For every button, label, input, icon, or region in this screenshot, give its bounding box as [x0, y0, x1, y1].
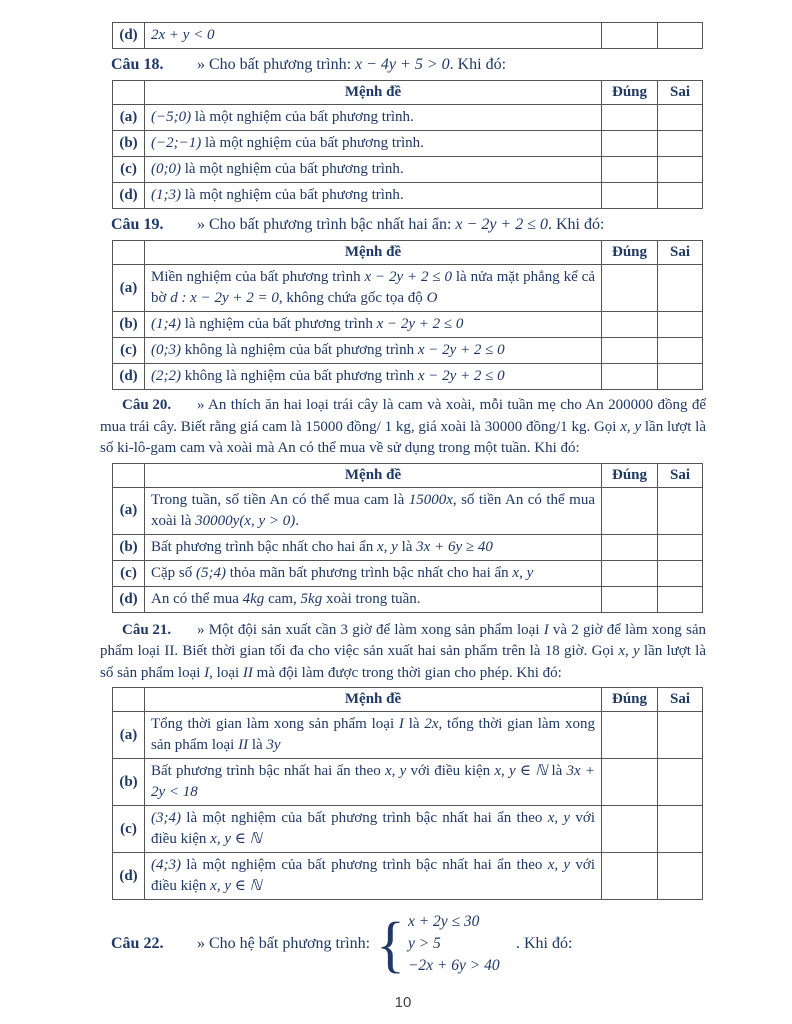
table-row	[113, 560, 703, 586]
answer-cell-sai[interactable]	[658, 265, 703, 312]
table-row	[113, 759, 703, 806]
row-key: (c)	[113, 338, 145, 364]
table-row	[113, 265, 703, 312]
question-label: Câu 20.	[122, 397, 172, 413]
answer-cell-dung[interactable]	[602, 806, 658, 853]
col-header-sai: Sai	[658, 688, 703, 712]
answer-cell-dung[interactable]	[602, 712, 658, 759]
row-key: (b)	[113, 534, 145, 560]
answer-cell-dung[interactable]	[602, 560, 658, 586]
answer-cell-sai[interactable]	[658, 487, 703, 534]
table-row	[113, 23, 703, 49]
table-header-row	[113, 241, 703, 265]
system-line-1: x + 2y ≤ 30	[407, 913, 480, 930]
row-key: (d)	[113, 23, 145, 49]
row-key: (d)	[113, 183, 145, 209]
statement-cell: Cặp số (5;4) thỏa mãn bất phương trình bậc nhất cho hai ẩn x, y	[145, 560, 602, 586]
page-number: 10	[394, 994, 412, 1011]
system-line-3: −2x + 6y > 40	[407, 957, 500, 974]
question-label: Câu 19.	[111, 216, 164, 233]
statement-cell: (−2;−1) là một nghiệm của bất phương trình.	[145, 131, 602, 157]
answer-cell-sai[interactable]	[658, 23, 703, 49]
question-18-heading	[111, 55, 706, 75]
table-header-row	[113, 463, 703, 487]
answer-cell-sai[interactable]	[658, 806, 703, 853]
table-row	[113, 853, 703, 900]
answer-cell-sai[interactable]	[658, 586, 703, 612]
answer-cell-sai[interactable]	[658, 105, 703, 131]
table-row	[113, 105, 703, 131]
answer-cell-dung[interactable]	[602, 183, 658, 209]
answer-cell-dung[interactable]	[602, 534, 658, 560]
question-label: Câu 21.	[122, 621, 172, 638]
question-20-heading	[100, 395, 706, 460]
header-empty-cell	[113, 463, 145, 487]
statement-cell: (4;3) là một nghiệm của bất phương trình bậc nhất hai ẩn theo x, y với điều kiện x, y ∈ ℕ	[145, 853, 602, 900]
statement-cell: Miền nghiệm của bất phương trình x − 2y + 2 ≤ 0 là nửa mặt phẳng kể cả bờ d : x − 2y + 2 = 0, không chứa gốc tọa độ O	[145, 265, 602, 312]
question-intro: » An thích ăn hai loại trái cây là cam và xoài, mỗi tuần mẹ cho An 200000 đồng để mua trái cây. Biết rằng giá cam là 15000 đồng/ 1 kg, giá xoài là 30000 đồng/1 kg. Gọi x, y lần lượt là số ki-lô-gam cam và xoài mà An có thể mua về sử dụng trong một tuần. Khi đó:	[100, 397, 706, 456]
question-label: Câu 22.	[111, 935, 164, 952]
table-row	[113, 586, 703, 612]
answer-cell-sai[interactable]	[658, 560, 703, 586]
question-intro: » Một đội sản xuất cần 3 giờ để làm xong sản phẩm loại I và 2 giờ để làm xong sản phẩm loại II. Biết thời gian tối đa cho việc sản xuất hai sản phẩm trên là 18 giờ. Gọi x, y lần lượt là số sản phẩm loại I, loại II mà đội làm được trong thời gian cho phép. Khi đó:	[100, 621, 706, 681]
table-row	[113, 338, 703, 364]
question-19-table	[112, 240, 703, 390]
statement-cell: (2;2) không là nghiệm của bất phương trình x − 2y + 2 ≤ 0	[145, 364, 602, 390]
answer-cell-sai[interactable]	[658, 338, 703, 364]
question-22-heading	[111, 910, 706, 978]
statement-cell: An có thể mua 4kg cam, 5kg xoài trong tuần.	[145, 586, 602, 612]
answer-cell-dung[interactable]	[602, 338, 658, 364]
answer-cell-sai[interactable]	[658, 364, 703, 390]
row-key: (d)	[113, 853, 145, 900]
col-header-menh-de: Mệnh đề	[145, 81, 602, 105]
row-key: (d)	[113, 586, 145, 612]
table-row	[113, 806, 703, 853]
system-brace: {	[376, 909, 405, 979]
answer-cell-dung[interactable]	[602, 105, 658, 131]
row-key: (c)	[113, 806, 145, 853]
statement-cell: Bất phương trình bậc nhất cho hai ẩn x, y là 3x + 6y ≥ 40	[145, 534, 602, 560]
statement-cell: Trong tuần, số tiền An có thể mua cam là 15000x, số tiền An có thể mua xoài là 30000y(x, y > 0).	[145, 487, 602, 534]
question-19-heading	[111, 215, 706, 235]
row-key: (a)	[113, 712, 145, 759]
table-row	[113, 312, 703, 338]
statement-cell: (1;4) là nghiệm của bất phương trình x − 2y + 2 ≤ 0	[145, 312, 602, 338]
col-header-sai: Sai	[658, 241, 703, 265]
table-row	[113, 712, 703, 759]
col-header-sai: Sai	[658, 81, 703, 105]
answer-cell-dung[interactable]	[602, 364, 658, 390]
question-20-table	[112, 463, 703, 613]
col-header-dung: Đúng	[602, 463, 658, 487]
col-header-sai: Sai	[658, 463, 703, 487]
answer-cell-dung[interactable]	[602, 312, 658, 338]
table-row	[113, 487, 703, 534]
continued-table	[112, 22, 703, 49]
page-content	[100, 22, 706, 1011]
question-21-table	[112, 687, 703, 900]
answer-cell-dung[interactable]	[602, 586, 658, 612]
table-row	[113, 183, 703, 209]
question-intro: » Cho bất phương trình bậc nhất hai ẩn: x − 2y + 2 ≤ 0. Khi đó:	[197, 216, 605, 233]
answer-cell-dung[interactable]	[602, 157, 658, 183]
answer-cell-dung[interactable]	[602, 131, 658, 157]
row-key: (b)	[113, 131, 145, 157]
question-outro: . Khi đó:	[515, 935, 573, 952]
statement-cell: (1;3) là một nghiệm của bất phương trình.	[145, 183, 602, 209]
question-label: Câu 18.	[111, 56, 164, 73]
answer-cell-sai[interactable]	[658, 853, 703, 900]
table-row	[113, 157, 703, 183]
col-header-dung: Đúng	[602, 241, 658, 265]
statement-cell: (0;3) không là nghiệm của bất phương trình x − 2y + 2 ≤ 0	[145, 338, 602, 364]
statement-cell: (3;4) là một nghiệm của bất phương trình bậc nhất hai ẩn theo x, y với điều kiện x, y ∈ ℕ	[145, 806, 602, 853]
col-header-dung: Đúng	[602, 688, 658, 712]
answer-cell-dung[interactable]	[602, 23, 658, 49]
answer-cell-sai[interactable]	[658, 534, 703, 560]
answer-cell-sai[interactable]	[658, 759, 703, 806]
statement-cell: Bất phương trình bậc nhất hai ẩn theo x, y với điều kiện x, y ∈ ℕ là 3x + 2y < 18	[145, 759, 602, 806]
answer-cell-dung[interactable]	[602, 853, 658, 900]
col-header-menh-de: Mệnh đề	[145, 688, 602, 712]
row-key: (a)	[113, 487, 145, 534]
table-header-row	[113, 688, 703, 712]
table-row	[113, 534, 703, 560]
row-key: (a)	[113, 105, 145, 131]
col-header-menh-de: Mệnh đề	[145, 241, 602, 265]
answer-cell-dung[interactable]	[602, 265, 658, 312]
question-intro: » Cho bất phương trình: x − 4y + 5 > 0. Khi đó:	[197, 56, 507, 73]
row-key: (c)	[113, 157, 145, 183]
table-row	[113, 364, 703, 390]
table-row	[113, 131, 703, 157]
col-header-dung: Đúng	[602, 81, 658, 105]
inequality-system	[408, 911, 512, 977]
answer-cell-sai[interactable]	[658, 312, 703, 338]
statement-cell: (−5;0) là một nghiệm của bất phương trình.	[145, 105, 602, 131]
statement-cell: Tổng thời gian làm xong sản phẩm loại I là 2x, tổng thời gian làm xong sản phẩm loại II là 3y	[145, 712, 602, 759]
question-intro: » Cho hệ bất phương trình:	[197, 935, 371, 952]
answer-cell-sai[interactable]	[658, 157, 703, 183]
row-key: (a)	[113, 265, 145, 312]
system-line-2: y > 5	[407, 935, 441, 952]
answer-cell-sai[interactable]	[658, 183, 703, 209]
col-header-menh-de: Mệnh đề	[145, 463, 602, 487]
row-key: (d)	[113, 364, 145, 390]
header-empty-cell	[113, 81, 145, 105]
statement-cell: 2x + y < 0	[145, 23, 602, 49]
table-header-row	[113, 81, 703, 105]
question-21-heading	[100, 620, 706, 685]
answer-cell-sai[interactable]	[658, 712, 703, 759]
row-key: (c)	[113, 560, 145, 586]
header-empty-cell	[113, 688, 145, 712]
statement-cell: (0;0) là một nghiệm của bất phương trình.	[145, 157, 602, 183]
row-key: (b)	[113, 312, 145, 338]
header-empty-cell	[113, 241, 145, 265]
row-key: (b)	[113, 759, 145, 806]
answer-cell-sai[interactable]	[658, 131, 703, 157]
answer-cell-dung[interactable]	[602, 759, 658, 806]
answer-cell-dung[interactable]	[602, 487, 658, 534]
question-18-table	[112, 80, 703, 209]
